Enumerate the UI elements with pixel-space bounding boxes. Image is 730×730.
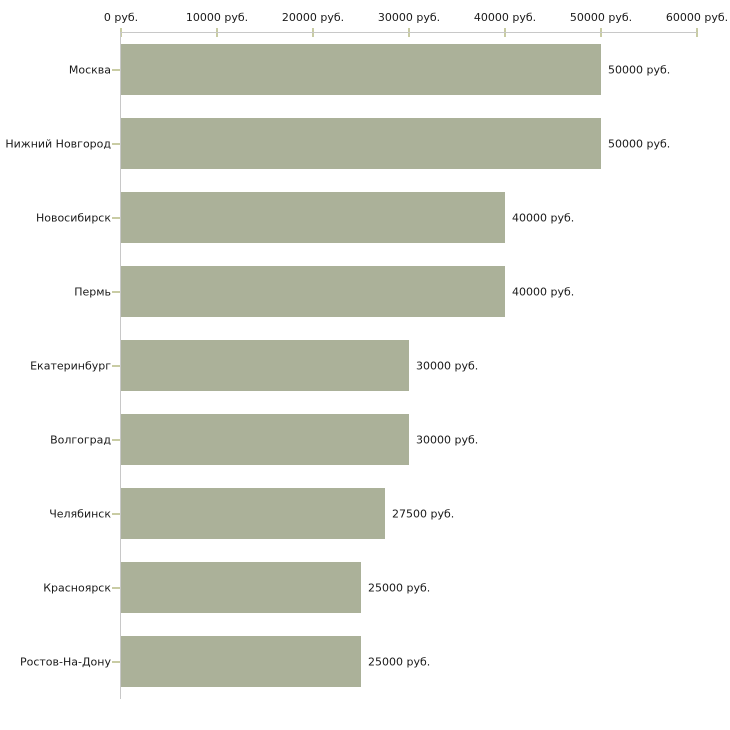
- bar-row: [50, 403, 697, 477]
- bar: [121, 118, 601, 169]
- bar: [121, 44, 601, 95]
- bar-value-label: 40000 руб.: [512, 211, 575, 225]
- bar: [121, 488, 385, 539]
- x-axis-tick-label: 0 руб.: [103, 11, 139, 24]
- x-axis-tick-label: 50000 руб.: [569, 11, 633, 24]
- bar: [121, 562, 361, 613]
- category-label: Ростов-На-Дону: [19, 655, 111, 669]
- bar-row: [43, 551, 697, 625]
- category-tick-mark: [112, 365, 120, 367]
- category-label: Пермь: [74, 285, 111, 299]
- category-label: Волгоград: [50, 433, 111, 447]
- bar-value-label: 25000 руб.: [368, 581, 431, 595]
- bar: [121, 340, 409, 391]
- category-tick-mark: [112, 661, 120, 663]
- bar-value-label: 27500 руб.: [392, 507, 455, 521]
- category-tick-mark: [112, 291, 120, 293]
- x-axis-tick-label: 20000 руб.: [281, 11, 345, 24]
- bar: [121, 636, 361, 687]
- category-tick-mark: [112, 69, 120, 71]
- bar: [121, 266, 505, 317]
- category-label: Екатеринбург: [30, 359, 111, 373]
- category-tick-mark: [112, 217, 120, 219]
- category-label: Красноярск: [43, 581, 111, 595]
- category-tick-mark: [112, 587, 120, 589]
- bar-row: [68, 33, 697, 107]
- category-tick-mark: [112, 143, 120, 145]
- bar: [121, 414, 409, 465]
- bar-row: [30, 329, 697, 403]
- bar-row: [35, 181, 697, 255]
- bar-row: [19, 625, 697, 699]
- category-tick-mark: [112, 439, 120, 441]
- x-axis-tick-label: 30000 руб.: [377, 11, 441, 24]
- category-tick-mark: [112, 513, 120, 515]
- plot-area: [5, 32, 697, 699]
- x-axis-tick-label: 10000 руб.: [185, 11, 249, 24]
- bar-row: [74, 255, 697, 329]
- bar-value-label: 30000 руб.: [416, 359, 479, 373]
- category-label: Новосибирск: [35, 211, 111, 225]
- x-axis-tick-label: 60000 руб.: [665, 11, 729, 24]
- bar-value-label: 50000 руб.: [608, 63, 671, 77]
- bar-row: [5, 107, 697, 181]
- bar-value-label: 50000 руб.: [608, 137, 671, 151]
- bar-value-label: 25000 руб.: [368, 655, 431, 669]
- bar-value-label: 40000 руб.: [512, 285, 575, 299]
- category-label: Москва: [68, 63, 111, 77]
- category-label: Челябинск: [49, 507, 111, 521]
- category-label: Нижний Новгород: [5, 137, 111, 151]
- bar: [121, 192, 505, 243]
- bar-value-label: 30000 руб.: [416, 433, 479, 447]
- bar-row: [49, 477, 697, 551]
- x-axis-tick-label: 40000 руб.: [473, 11, 537, 24]
